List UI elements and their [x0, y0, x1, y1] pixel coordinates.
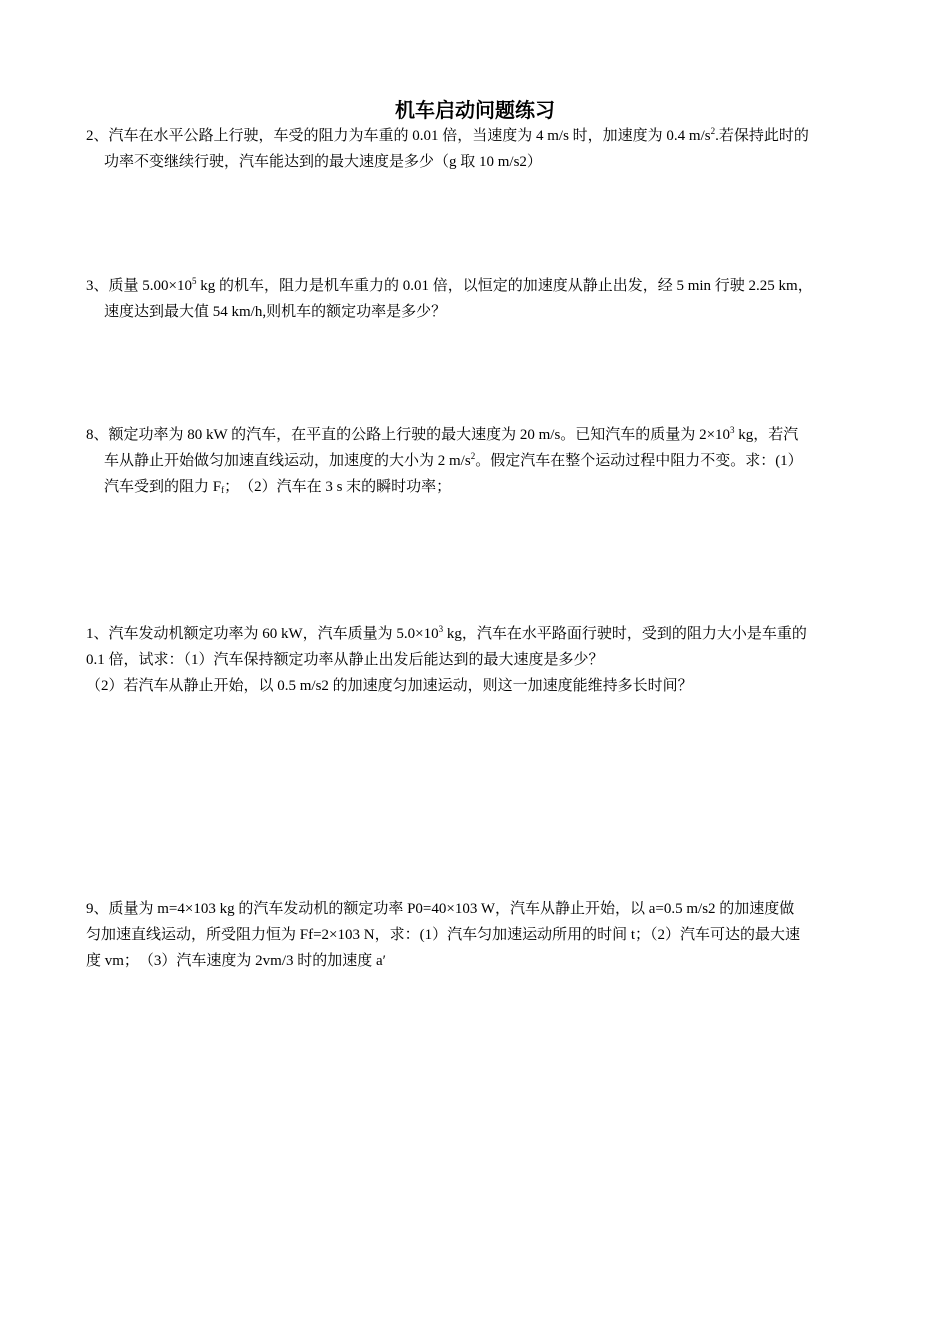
problem-1: [86, 621, 866, 699]
problem-line: （2）若汽车从静止开始，以 0.5 m/s2 的加速度匀加速运动，则这一加速度能维持多长时间？: [86, 678, 693, 694]
problem-line: 3、质量 $5.00\times 10^5$ kg 的机车，阻力是机车重力的 0.01 倍，以恒定的加速度从静止出发，经 5 min 行驶 2.25 km，: [86, 276, 813, 294]
problem-9: [86, 896, 866, 974]
problem-line: 车从静止开始做匀加速直线运动，加速度的大小为 2 $m/s^2$。假定汽车在整个运动过程中阻力不变。求：(1）: [104, 451, 803, 469]
problem-line: 汽车受到的阻力 $F_f$； （2）汽车在 3 s 末的瞬时功率；: [104, 479, 452, 495]
problem-line: 2、汽车在水平公路上行驶，车受的阻力为车重的 0.01 倍，当速度为 4 m/s 时，加速度为 0.4 $m/s^2$.若保持此时的: [86, 126, 809, 144]
page-title: 机车启动问题练习: [395, 98, 555, 122]
problem-line: 1、汽车发动机额定功率为 60 kW，汽车质量为 $5.0\times 10^3$ kg，汽车在水平路面行驶时，受到的阻力大小是车重的: [86, 624, 807, 642]
problem-line: 9、质量为 m=4×103 kg 的汽车发动机的额定功率 P0=40×103 W，汽车从静止开始，以 a=0.5 m/s2 的加速度做: [86, 901, 795, 917]
problem-2: [86, 123, 866, 175]
problem-line: 速度达到最大值 54 km/h,则机车的额定功率是多少？: [104, 304, 447, 320]
problem-line: 功率不变继续行驶，汽车能达到的最大速度是多少（g 取 10 m/s2）: [104, 154, 542, 170]
problem-8: [86, 422, 866, 500]
problem-line: 度 vm； （3）汽车速度为 2vm/3 时的加速度 a′: [86, 953, 386, 969]
problem-3: [86, 273, 866, 325]
problem-line: 8、额定功率为 80 kW 的汽车，在平直的公路上行驶的最大速度为 20 m/s。已知汽车的质量为 $2\times 10^3$ kg，若汽: [86, 425, 799, 443]
problem-line: 匀加速直线运动，所受阻力恒为 Ff=2×103 N，求：(1）汽车匀加速运动所用的时间 t；（2）汽车可达的最大速: [86, 927, 801, 943]
problem-line: 0.1 倍，试求：（1）汽车保持额定功率从静止出发后能达到的最大速度是多少？: [86, 652, 604, 668]
